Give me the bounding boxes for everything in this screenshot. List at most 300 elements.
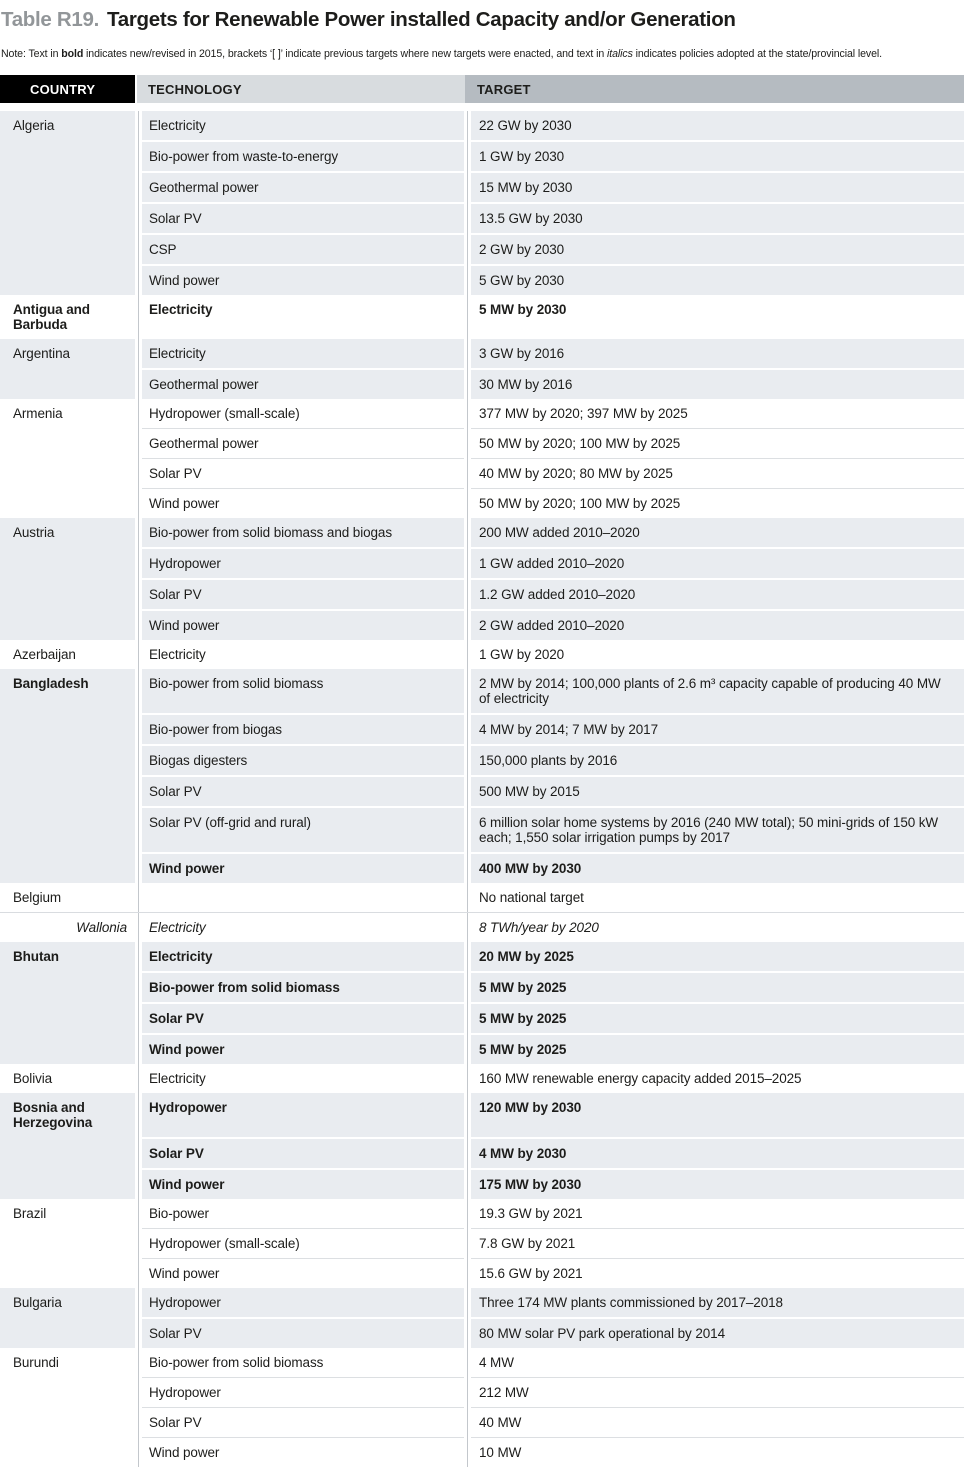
- country-cell: Antigua and Barbuda: [13, 302, 90, 332]
- separator-line: [467, 140, 468, 171]
- separator-line: [467, 488, 468, 518]
- country-cell: [0, 488, 135, 518]
- separator-line: [138, 368, 139, 399]
- technology-cell: Geothermal power: [142, 428, 464, 458]
- country-cell: [0, 368, 135, 399]
- column-separator: [135, 609, 142, 640]
- separator-line: [138, 1168, 139, 1199]
- column-separator: [135, 1317, 142, 1348]
- separator-line: [138, 1407, 139, 1437]
- country-cell: [0, 233, 135, 264]
- technology-cell: Bio-power from solid biomass and biogas: [149, 525, 392, 540]
- technology-cell: Solar PV: [142, 1002, 464, 1033]
- target-cell: 7.8 GW by 2021: [471, 1228, 964, 1258]
- country-group: [0, 295, 964, 339]
- separator-line: [138, 971, 139, 1002]
- table-row: [0, 399, 964, 428]
- column-separator: [135, 775, 142, 806]
- technology-cell: Solar PV: [142, 1317, 464, 1348]
- separator-line: [467, 368, 468, 399]
- column-separator: [135, 1407, 142, 1437]
- separator-line: [138, 883, 139, 912]
- separator-line: [138, 518, 139, 547]
- column-separator: [135, 971, 142, 1002]
- separator-line: [467, 1137, 468, 1168]
- separator-line: [138, 1228, 139, 1258]
- target-cell: 377 MW by 2020; 397 MW by 2025: [479, 406, 688, 421]
- column-separator: [464, 1137, 471, 1168]
- separator-line: [138, 1437, 139, 1467]
- target-cell: 50 MW by 2020; 100 MW by 2025: [471, 428, 964, 458]
- target-cell: 80 MW solar PV park operational by 2014: [471, 1317, 964, 1348]
- country-group: [0, 640, 964, 669]
- table-row: [0, 1064, 964, 1093]
- table-row: [0, 942, 964, 971]
- note-bold-word: bold: [61, 48, 84, 60]
- country-group: [0, 1093, 964, 1199]
- country-group: [0, 1199, 964, 1288]
- separator-line: [138, 458, 139, 488]
- technology-cell: Solar PV: [142, 1407, 464, 1437]
- technology-cell: Wind power: [142, 488, 464, 518]
- separator-line: [138, 913, 139, 942]
- country-cell: Bosnia and Herzegovina: [13, 1100, 93, 1130]
- country-cell: Burundi: [13, 1355, 59, 1370]
- table-row: [0, 1199, 964, 1228]
- separator-line: [467, 669, 468, 713]
- column-separator: [464, 713, 471, 744]
- target-cell: 1 GW added 2010–2020: [471, 547, 964, 578]
- country-cell: [0, 971, 135, 1002]
- table-row: [0, 1093, 964, 1137]
- separator-line: [467, 202, 468, 233]
- column-separator: [135, 744, 142, 775]
- column-separator: [464, 233, 471, 264]
- country-cell: [0, 744, 135, 775]
- table-title-text: Targets for Renewable Power installed Capacity and/or Generation: [107, 8, 736, 31]
- column-separator: [135, 1437, 142, 1467]
- separator-line: [138, 547, 139, 578]
- technology-cell: Solar PV: [142, 578, 464, 609]
- target-cell: 500 MW by 2015: [471, 775, 964, 806]
- note-part1: Note: Text in: [1, 48, 62, 60]
- country-cell: [0, 264, 135, 295]
- table-number: Table R19.: [1, 8, 100, 31]
- target-cell: 19.3 GW by 2021: [479, 1206, 583, 1221]
- table-title: [1, 8, 964, 32]
- column-separator: [135, 1033, 142, 1064]
- technology-cell: Hydropower (small-scale): [149, 406, 300, 421]
- country-group: [0, 111, 964, 295]
- technology-cell: Electricity: [149, 949, 213, 964]
- technology-cell: Wind power: [142, 264, 464, 295]
- table-row: [0, 578, 964, 609]
- column-separator: [135, 518, 142, 547]
- target-cell: 400 MW by 2030: [471, 852, 964, 883]
- separator-line: [138, 713, 139, 744]
- separator-line: [467, 1317, 468, 1348]
- target-cell: 15.6 GW by 2021: [471, 1258, 964, 1288]
- country-cell: Azerbaijan: [13, 647, 76, 662]
- technology-cell: Electricity: [149, 346, 206, 361]
- table-row: [0, 913, 964, 942]
- target-cell: 5 MW by 2030: [479, 302, 567, 317]
- column-separator: [464, 547, 471, 578]
- table-row: [0, 775, 964, 806]
- separator-line: [138, 775, 139, 806]
- separator-line: [138, 1002, 139, 1033]
- column-separator: [464, 140, 471, 171]
- country-group: [0, 883, 964, 912]
- separator-line: [467, 547, 468, 578]
- separator-line: [138, 233, 139, 264]
- column-separator: [464, 640, 471, 669]
- technology-cell: Hydropower: [142, 1377, 464, 1407]
- column-separator: [464, 202, 471, 233]
- country-cell: [0, 852, 135, 883]
- column-separator: [464, 1168, 471, 1199]
- technology-cell: Hydropower: [149, 1100, 227, 1115]
- country-cell: Argentina: [13, 346, 70, 361]
- separator-line: [467, 775, 468, 806]
- column-separator: [464, 1407, 471, 1437]
- separator-line: [467, 713, 468, 744]
- column-separator: [135, 399, 142, 428]
- separator-line: [138, 111, 139, 140]
- table-row: [0, 111, 964, 140]
- separator-line: [467, 1199, 468, 1228]
- column-separator: [135, 1137, 142, 1168]
- technology-cell: Bio-power from solid biomass: [149, 1355, 324, 1370]
- column-separator: [464, 1317, 471, 1348]
- table-row: [0, 488, 964, 518]
- separator-line: [467, 399, 468, 428]
- column-separator: [464, 578, 471, 609]
- separator-line: [138, 264, 139, 295]
- note-italic-word: italics: [606, 48, 633, 60]
- technology-cell: [142, 883, 464, 912]
- note-part2: indicates new/revised in 2015, brackets ‘[ ]’ indicate previous targets where new targets were enacted, and text in: [83, 48, 607, 60]
- separator-line: [467, 1093, 468, 1137]
- country-cell: Bolivia: [13, 1071, 53, 1086]
- separator-line: [467, 1168, 468, 1199]
- column-separator: [464, 1093, 471, 1137]
- table-header-row: [0, 75, 964, 103]
- table-row: [0, 368, 964, 399]
- column-separator: [135, 339, 142, 368]
- country-cell: [0, 578, 135, 609]
- column-separator: [464, 1228, 471, 1258]
- country-cell: Belgium: [13, 890, 62, 905]
- column-separator: [135, 1258, 142, 1288]
- country-group: [0, 518, 964, 640]
- technology-cell: Solar PV: [142, 775, 464, 806]
- separator-line: [138, 339, 139, 368]
- technology-cell: Electricity: [149, 118, 206, 133]
- table-row: [0, 1137, 964, 1168]
- target-cell: 4 MW: [479, 1355, 514, 1370]
- technology-cell: Wind power: [142, 852, 464, 883]
- table-row: [0, 609, 964, 640]
- column-separator: [464, 744, 471, 775]
- target-cell: 5 MW by 2025: [471, 1033, 964, 1064]
- table-row: [0, 1437, 964, 1467]
- table-row: [0, 806, 964, 852]
- technology-cell: Bio-power from biogas: [142, 713, 464, 744]
- country-cell: Wallonia: [76, 920, 127, 935]
- column-separator: [135, 640, 142, 669]
- table-row: [0, 547, 964, 578]
- column-separator: [464, 488, 471, 518]
- separator-line: [138, 578, 139, 609]
- target-cell: 1 GW by 2030: [471, 140, 964, 171]
- separator-line: [467, 264, 468, 295]
- table-row: [0, 1002, 964, 1033]
- column-separator: [135, 883, 142, 912]
- table-row: [0, 295, 964, 339]
- column-separator: [464, 339, 471, 368]
- technology-cell: Hydropower: [142, 547, 464, 578]
- table-row: [0, 852, 964, 883]
- column-separator: [464, 1033, 471, 1064]
- country-cell: Armenia: [13, 406, 63, 421]
- separator-line: [467, 578, 468, 609]
- column-separator: [464, 806, 471, 852]
- target-cell: 5 GW by 2030: [471, 264, 964, 295]
- table-row: [0, 339, 964, 368]
- country-cell: Austria: [13, 525, 55, 540]
- technology-cell: Electricity: [149, 647, 206, 662]
- table-row: [0, 1168, 964, 1199]
- country-group: [0, 1288, 964, 1348]
- column-separator: [135, 295, 142, 339]
- column-separator: [464, 1199, 471, 1228]
- technology-cell: Wind power: [142, 1168, 464, 1199]
- column-separator: [135, 1002, 142, 1033]
- column-separator: [135, 669, 142, 713]
- column-header-country: COUNTRY: [0, 75, 135, 103]
- separator-line: [467, 1288, 468, 1317]
- column-separator: [135, 578, 142, 609]
- separator-line: [138, 640, 139, 669]
- technology-cell: Wind power: [142, 1033, 464, 1064]
- column-separator: [135, 111, 142, 140]
- technology-cell: Solar PV: [142, 458, 464, 488]
- technology-cell: Biogas digesters: [142, 744, 464, 775]
- separator-line: [467, 1407, 468, 1437]
- column-separator: [135, 852, 142, 883]
- technology-cell: Wind power: [142, 1437, 464, 1467]
- technology-cell: Wind power: [142, 609, 464, 640]
- country-group: [0, 942, 964, 1064]
- target-cell: 15 MW by 2030: [471, 171, 964, 202]
- country-cell: [0, 1168, 135, 1199]
- column-separator: [135, 1288, 142, 1317]
- target-cell: 3 GW by 2016: [479, 346, 565, 361]
- target-cell: 1 GW by 2020: [479, 647, 565, 662]
- table-row: [0, 1377, 964, 1407]
- separator-line: [467, 428, 468, 458]
- separator-line: [467, 942, 468, 971]
- separator-line: [467, 744, 468, 775]
- separator-line: [138, 399, 139, 428]
- separator-line: [467, 233, 468, 264]
- country-cell: [0, 713, 135, 744]
- column-separator: [464, 1437, 471, 1467]
- country-cell: Bangladesh: [13, 676, 89, 691]
- column-separator: [464, 295, 471, 339]
- column-separator: [135, 942, 142, 971]
- technology-cell: Bio-power from solid biomass: [142, 971, 464, 1002]
- country-cell: [0, 1437, 135, 1467]
- table-row: [0, 428, 964, 458]
- separator-line: [467, 883, 468, 912]
- separator-line: [467, 1348, 468, 1377]
- table-row: [0, 171, 964, 202]
- table-row: [0, 458, 964, 488]
- country-cell: [0, 547, 135, 578]
- country-cell: [0, 1137, 135, 1168]
- separator-line: [138, 1137, 139, 1168]
- country-group: [0, 669, 964, 883]
- technology-cell: Geothermal power: [142, 171, 464, 202]
- separator-line: [467, 295, 468, 339]
- target-cell: 30 MW by 2016: [471, 368, 964, 399]
- separator-line: [467, 1228, 468, 1258]
- table-row: [0, 140, 964, 171]
- column-separator: [135, 713, 142, 744]
- column-separator: [464, 1002, 471, 1033]
- column-separator: [135, 1064, 142, 1093]
- separator-line: [138, 852, 139, 883]
- column-separator: [464, 913, 471, 942]
- table-row: [0, 744, 964, 775]
- country-group: [0, 1348, 964, 1467]
- column-separator: [135, 913, 142, 942]
- country-cell: [0, 1377, 135, 1407]
- column-separator: [135, 1377, 142, 1407]
- separator-line: [138, 669, 139, 713]
- country-group: [0, 339, 964, 399]
- country-cell: Algeria: [13, 118, 55, 133]
- country-cell: Brazil: [13, 1206, 47, 1221]
- table-row: [0, 1348, 964, 1377]
- separator-line: [467, 609, 468, 640]
- column-separator: [135, 171, 142, 202]
- table-row: [0, 1033, 964, 1064]
- column-header-technology: TECHNOLOGY: [137, 75, 465, 103]
- target-cell: 6 million solar home systems by 2016 (240 MW total); 50 mini-grids of 150 kW each; 1,550 solar irrigation pumps by 2017: [471, 806, 964, 852]
- separator-line: [467, 640, 468, 669]
- column-separator: [464, 852, 471, 883]
- target-cell: 50 MW by 2020; 100 MW by 2025: [471, 488, 964, 518]
- country-group: [0, 399, 964, 518]
- separator-line: [467, 1064, 468, 1093]
- separator-line: [467, 171, 468, 202]
- table-row: [0, 640, 964, 669]
- column-separator: [135, 368, 142, 399]
- column-separator: [464, 609, 471, 640]
- separator-line: [138, 1377, 139, 1407]
- column-separator: [464, 1377, 471, 1407]
- column-separator: [464, 1288, 471, 1317]
- country-cell: [0, 1228, 135, 1258]
- separator-line: [467, 806, 468, 852]
- column-separator: [464, 942, 471, 971]
- target-cell: 20 MW by 2025: [479, 949, 574, 964]
- table-row: [0, 202, 964, 233]
- column-separator: [464, 971, 471, 1002]
- column-separator: [464, 399, 471, 428]
- technology-cell: Electricity: [149, 302, 213, 317]
- separator-line: [138, 140, 139, 171]
- separator-line: [138, 1288, 139, 1317]
- separator-line: [138, 806, 139, 852]
- technology-cell: Bio-power from solid biomass: [149, 676, 324, 691]
- column-separator: [135, 1199, 142, 1228]
- country-cell: [0, 609, 135, 640]
- separator-line: [138, 1064, 139, 1093]
- country-cell: Bulgaria: [13, 1295, 62, 1310]
- separator-line: [138, 202, 139, 233]
- target-cell: No national target: [479, 890, 584, 905]
- target-cell: 200 MW added 2010–2020: [479, 525, 640, 540]
- table-row: [0, 1228, 964, 1258]
- column-separator: [135, 233, 142, 264]
- technology-cell: Hydropower: [149, 1295, 221, 1310]
- country-cell: [0, 202, 135, 233]
- country-group: [0, 912, 964, 942]
- technology-cell: Solar PV: [142, 1137, 464, 1168]
- table-row: [0, 1288, 964, 1317]
- separator-line: [138, 744, 139, 775]
- country-cell: [0, 428, 135, 458]
- column-separator: [464, 1348, 471, 1377]
- target-cell: 5 MW by 2025: [471, 1002, 964, 1033]
- separator-line: [467, 1437, 468, 1467]
- separator-line: [467, 1377, 468, 1407]
- column-separator: [464, 368, 471, 399]
- technology-cell: Electricity: [149, 920, 206, 935]
- column-header-target: TARGET: [465, 75, 964, 103]
- separator-line: [138, 1317, 139, 1348]
- column-separator: [135, 458, 142, 488]
- separator-line: [138, 1033, 139, 1064]
- country-cell: [0, 806, 135, 852]
- table-body: [0, 111, 964, 1467]
- table-row: [0, 518, 964, 547]
- technology-cell: Bio-power: [149, 1206, 209, 1221]
- separator-line: [467, 518, 468, 547]
- column-separator: [464, 883, 471, 912]
- country-cell: [0, 1317, 135, 1348]
- separator-line: [467, 1033, 468, 1064]
- table-row: [0, 1317, 964, 1348]
- table-note: [1, 48, 964, 60]
- target-cell: 212 MW: [471, 1377, 964, 1407]
- technology-cell: Hydropower (small-scale): [142, 1228, 464, 1258]
- target-cell: 40 MW by 2020; 80 MW by 2025: [471, 458, 964, 488]
- country-cell: [0, 1002, 135, 1033]
- target-cell: 2 GW by 2030: [471, 233, 964, 264]
- target-cell: 13.5 GW by 2030: [471, 202, 964, 233]
- target-cell: Three 174 MW plants commissioned by 2017–2018: [479, 1295, 783, 1310]
- target-cell: 120 MW by 2030: [479, 1100, 582, 1115]
- separator-line: [138, 488, 139, 518]
- separator-line: [138, 1093, 139, 1137]
- column-separator: [135, 1093, 142, 1137]
- separator-line: [467, 111, 468, 140]
